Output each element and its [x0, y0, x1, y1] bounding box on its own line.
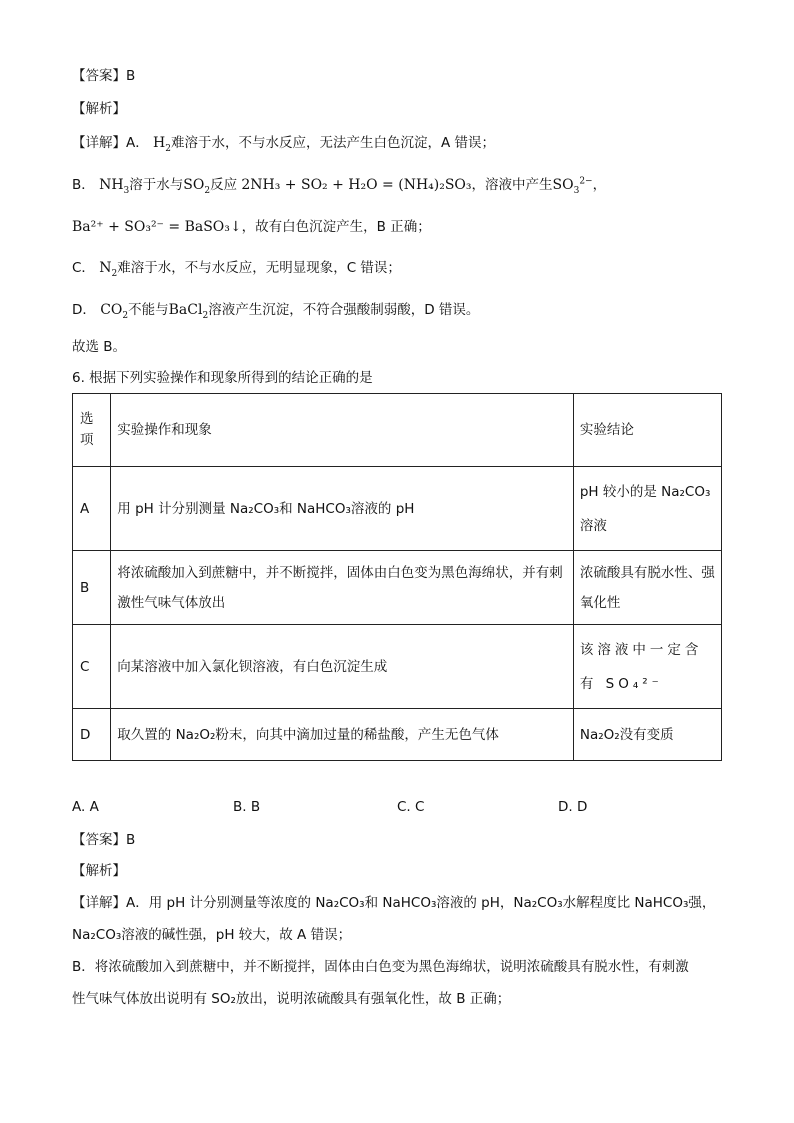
answer-line-2: 【答案】B	[72, 832, 136, 848]
answer-value: B	[126, 68, 136, 84]
choice-c: C. C	[397, 799, 425, 815]
detail2-line-b2: 性气味气体放出说明有 SO₂放出，说明浓硫酸具有强氧化性，故 B 正确；	[72, 991, 511, 1007]
question-6-stem: 6. 根据下列实验操作和现象所得到的结论正确的是	[72, 370, 373, 386]
choice-a: A. A	[72, 799, 99, 815]
detail-line-b1: B． $NH_3$溶于水与$SO_2$反应 2NH₃ + SO₂ + H₂O = (NH₄)₂SO₃，溶液中产生$SO_3^{2-}$，	[72, 176, 607, 196]
table-row: A 用 pH 计分别测量 Na₂CO₃和 NaHCO₃溶液的 pH pH 较小的是 Na₂CO₃溶液	[73, 467, 722, 551]
header-conclusion: 实验结论	[573, 394, 721, 467]
choice-d: D. D	[558, 799, 588, 815]
detail-line-b2: Ba²⁺ + SO₃²⁻ = BaSO₃↓，故有白色沉淀产生，B 正确；	[72, 219, 431, 235]
detail2-line-a1: 【详解】A．用 pH 计分别测量等浓度的 Na₂CO₃和 NaHCO₃溶液的 pH，Na₂CO₃水解程度比 NaHCO₃强，	[72, 895, 716, 911]
detail-line-a: 【详解】A． $H_2$难溶于水，不与水反应，无法产生白色沉淀，A 错误；	[72, 135, 496, 154]
table-header-row	[73, 394, 722, 467]
detail2-line-a2: Na₂CO₃溶液的碱性强，pH 较大，故 A 错误；	[72, 927, 352, 943]
choose-line: 故选 B。	[72, 339, 127, 355]
question-6-table	[72, 393, 722, 761]
equation-1: 2NH₃ + SO₂ + H₂O = (NH₄)₂SO₃	[241, 177, 472, 193]
answer-label: 【答案】	[72, 68, 126, 84]
formula-h2: $H_2$	[153, 135, 171, 154]
detail2-line-b1: B．将浓硫酸加入到蔗糖中，并不断搅拌，固体由白色变为黑色海绵状，说明浓硫酸具有脱水性，有刺激	[72, 959, 689, 975]
equation-2: Ba²⁺ + SO₃²⁻ = BaSO₃↓	[72, 219, 242, 235]
analysis-label-2: 【解析】	[72, 863, 126, 879]
analysis-label: 【解析】	[72, 101, 126, 117]
detail-line-c: C． $N_2$难溶于水，不与水反应，无明显现象，C 错误；	[72, 260, 401, 279]
table-row: C 向某溶液中加入氯化钡溶液，有白色沉淀生成 该溶液中一定含有 SO₄²⁻	[73, 625, 722, 709]
table-row: D 取久置的 Na₂O₂粉末，向其中滴加过量的稀盐酸，产生无色气体 Na₂O₂没有变质	[73, 709, 722, 761]
answer-line-1	[72, 66, 135, 86]
table-row: B 将浓硫酸加入到蔗糖中，并不断搅拌，固体由白色变为黑色海绵状，并有刺激性气味气体放出 浓硫酸具有脱水性、强氧化性	[73, 551, 722, 625]
detail-line-d: D． $CO_2$不能与BaCl$_2$溶液产生沉淀，不符合强酸制弱酸，D 错误。	[72, 302, 480, 321]
choice-b: B. B	[233, 799, 261, 815]
header-operation: 实验操作和现象	[111, 394, 574, 467]
header-option: 选项	[73, 394, 111, 467]
